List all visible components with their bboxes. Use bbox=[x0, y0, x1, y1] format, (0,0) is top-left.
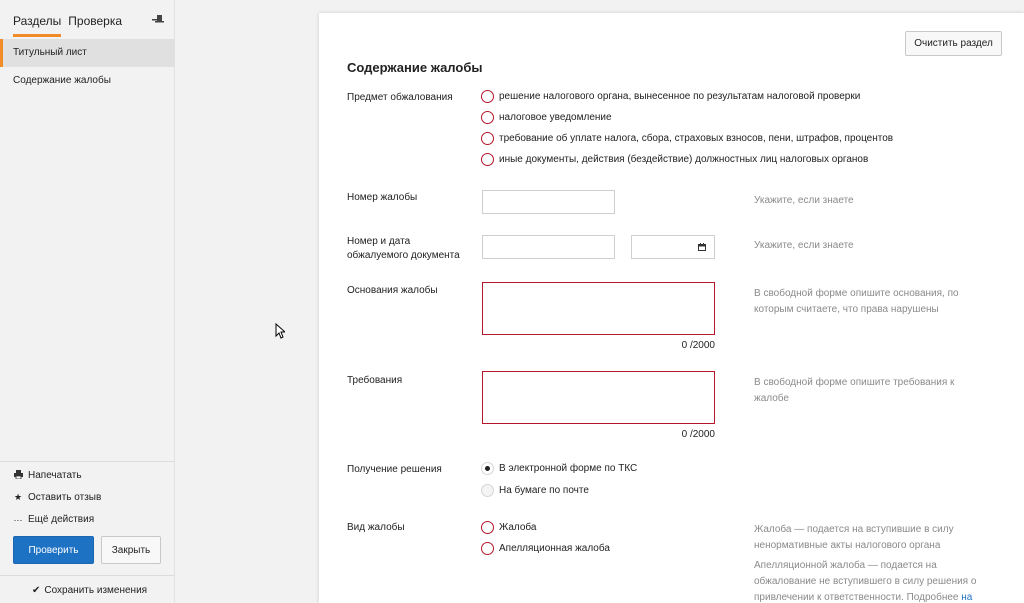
tab-sections[interactable]: Разделы bbox=[13, 14, 61, 37]
complaint-type-label: Вид жалобы bbox=[347, 522, 405, 533]
option-label: решение налогового органа, вынесенное по результатам налоговой проверки bbox=[499, 91, 861, 102]
grounds-hint: В свободной форме опишите основания, по которым считаете, что права нарушены bbox=[754, 288, 959, 315]
subject-option-2[interactable] bbox=[481, 111, 612, 124]
feedback-action[interactable] bbox=[13, 492, 101, 503]
feedback-label: Оставить отзыв bbox=[28, 492, 102, 503]
save-status-label: Сохранить изменения bbox=[44, 585, 148, 596]
delivery-option-electronic[interactable] bbox=[481, 462, 637, 475]
complaint-type-hint-1: Жалоба — подается на вступившие в силу ненормативные акты налогового органа bbox=[754, 524, 954, 551]
pin-icon[interactable] bbox=[152, 14, 164, 28]
doc-number-date-label: Номер и дата обжалуемого документа bbox=[347, 236, 460, 261]
option-label: иные документы, действия (бездействие) должностных лиц налоговых органов bbox=[499, 154, 869, 165]
ellipsis-icon: ··· bbox=[13, 514, 23, 525]
radio-button[interactable] bbox=[481, 111, 494, 124]
radio-button[interactable] bbox=[481, 542, 494, 555]
more-label: Ещё действия bbox=[28, 514, 95, 525]
option-label: Жалоба bbox=[499, 522, 537, 533]
sidebar-tabs bbox=[13, 14, 122, 37]
radio-button[interactable] bbox=[481, 521, 494, 534]
grounds-textarea[interactable] bbox=[482, 282, 715, 335]
calendar-icon[interactable] bbox=[698, 243, 706, 251]
more-info-link[interactable]: на bbox=[961, 592, 973, 603]
radio-button[interactable] bbox=[481, 462, 494, 475]
option-label: требование об уплате налога, сбора, страховых взносов, пени, штрафов, процентов bbox=[499, 133, 894, 144]
sidebar bbox=[0, 0, 175, 603]
option-label: налоговое уведомление bbox=[499, 112, 612, 123]
radio-button[interactable] bbox=[481, 90, 494, 103]
grounds-counter: 0 /2000 bbox=[681, 340, 715, 351]
option-label: В электронной форме по ТКС bbox=[499, 463, 638, 474]
divider bbox=[0, 575, 175, 576]
check-button[interactable]: Проверить bbox=[13, 536, 94, 564]
print-action[interactable] bbox=[13, 470, 82, 481]
divider bbox=[0, 461, 175, 462]
page-title: Содержание жалобы bbox=[347, 60, 483, 75]
doc-number-date-hint: Укажите, если знаете bbox=[754, 240, 854, 251]
more-actions[interactable] bbox=[13, 514, 94, 525]
sidebar-item-title-page[interactable]: Титульный лист bbox=[0, 39, 175, 67]
printer-icon bbox=[13, 470, 23, 481]
clear-section-button[interactable]: Очистить раздел bbox=[905, 31, 1002, 56]
subject-option-4[interactable] bbox=[481, 153, 868, 166]
complaint-number-label: Номер жалобы bbox=[347, 192, 418, 203]
option-label: Апелляционная жалоба bbox=[499, 543, 610, 554]
checkmark-icon: ✔ bbox=[32, 585, 41, 596]
complaint-number-input[interactable] bbox=[482, 190, 615, 214]
radio-button[interactable] bbox=[481, 132, 494, 145]
print-label: Напечатать bbox=[28, 470, 82, 481]
option-label: На бумаге по почте bbox=[499, 485, 589, 496]
delivery-option-paper[interactable] bbox=[481, 484, 589, 497]
subject-option-1[interactable] bbox=[481, 90, 860, 103]
complaint-number-hint: Укажите, если знаете bbox=[754, 195, 854, 206]
requirements-hint: В свободной форме опишите требования к жалобе bbox=[754, 377, 955, 404]
mouse-cursor-icon bbox=[275, 323, 285, 339]
close-button[interactable]: Закрыть bbox=[101, 536, 161, 564]
sidebar-item-complaint-content[interactable]: Содержание жалобы bbox=[13, 75, 111, 86]
complaint-type-hint-2 bbox=[754, 558, 979, 603]
save-status bbox=[32, 585, 147, 596]
complaint-form bbox=[319, 13, 1024, 603]
section-nav bbox=[0, 39, 175, 95]
star-icon: ★ bbox=[13, 492, 23, 502]
subject-label: Предмет обжалования bbox=[347, 92, 453, 103]
requirements-textarea[interactable] bbox=[482, 371, 715, 424]
doc-date-input[interactable] bbox=[631, 235, 715, 259]
decision-delivery-label: Получение решения bbox=[347, 464, 442, 475]
radio-button[interactable] bbox=[481, 153, 494, 166]
type-option-complaint[interactable] bbox=[481, 521, 536, 534]
type-option-appeal[interactable] bbox=[481, 542, 610, 555]
radio-button[interactable] bbox=[481, 484, 494, 497]
tab-check[interactable]: Проверка bbox=[68, 14, 123, 28]
subject-option-3[interactable] bbox=[481, 132, 893, 145]
grounds-label: Основания жалобы bbox=[347, 285, 438, 296]
hint-text: Апелляционной жалоба — подается на обжалование не вступившего в силу решения о привлечении к ответственности. Подробнее bbox=[754, 560, 977, 603]
requirements-counter: 0 /2000 bbox=[681, 429, 715, 440]
doc-number-input[interactable] bbox=[482, 235, 615, 259]
requirements-label: Требования bbox=[347, 375, 403, 386]
